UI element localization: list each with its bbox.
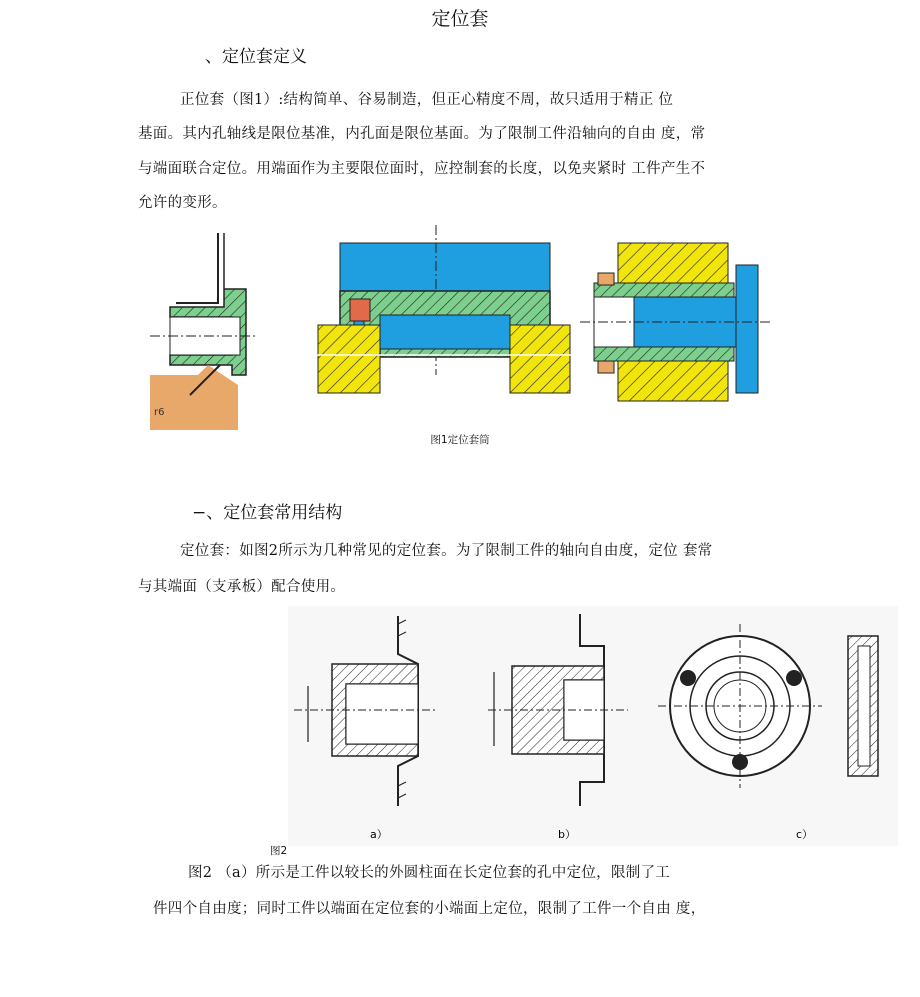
section1-heading: 、定位套定义	[205, 47, 307, 67]
section1-line-2: 基面。其内孔轴线是限位基准，内孔面是限位基面。为了限制工件沿轴向的自由 度，常	[138, 126, 706, 142]
section3-line-1: 图2 （a）所示是工件以较长的外圆柱面在长定位套的孔中定位，限制了工	[188, 865, 671, 881]
figure2-label-c: c）	[796, 828, 814, 841]
figure2-caption: 图2	[270, 845, 288, 857]
figure1-view-middle	[310, 225, 580, 393]
figure2-label-a: a）	[370, 828, 388, 841]
section1-line-4: 允许的变形。	[138, 195, 227, 211]
figure1-locating-sleeve-drawings	[140, 225, 780, 435]
section2-line-1: 定位套：如图2所示为几种常见的定位套。为了限制工件的轴向自由度，定位 套常	[180, 543, 713, 559]
page-title: 定位套	[431, 8, 489, 30]
section1-line-3: 与端面联合定位。用端面作为主要限位面时，应控制套的长度，以免夹紧时 工件产生不	[138, 161, 706, 177]
figure1-caption: 图1定位套筒	[430, 434, 490, 446]
section1-line-1: 正位套（图1）:结构简单、谷易制造，但正心精度不周，故只适用于精正 位	[180, 92, 674, 108]
section3-line-2: 件四个自由度；同时工件以端面在定位套的小端面上定位，限制了工件一个自由 度，	[153, 901, 706, 917]
figure1-label-r6: r6	[154, 407, 165, 418]
section2-line-2: 与其端面（支承板）配合使用。	[138, 579, 346, 595]
figure2-common-sleeve-structures	[288, 606, 898, 846]
figure1-view-right	[580, 243, 770, 401]
figure1-view-left	[150, 233, 258, 430]
figure2-label-b: b）	[558, 828, 576, 841]
section2-heading: −、定位套常用结构	[192, 503, 343, 523]
